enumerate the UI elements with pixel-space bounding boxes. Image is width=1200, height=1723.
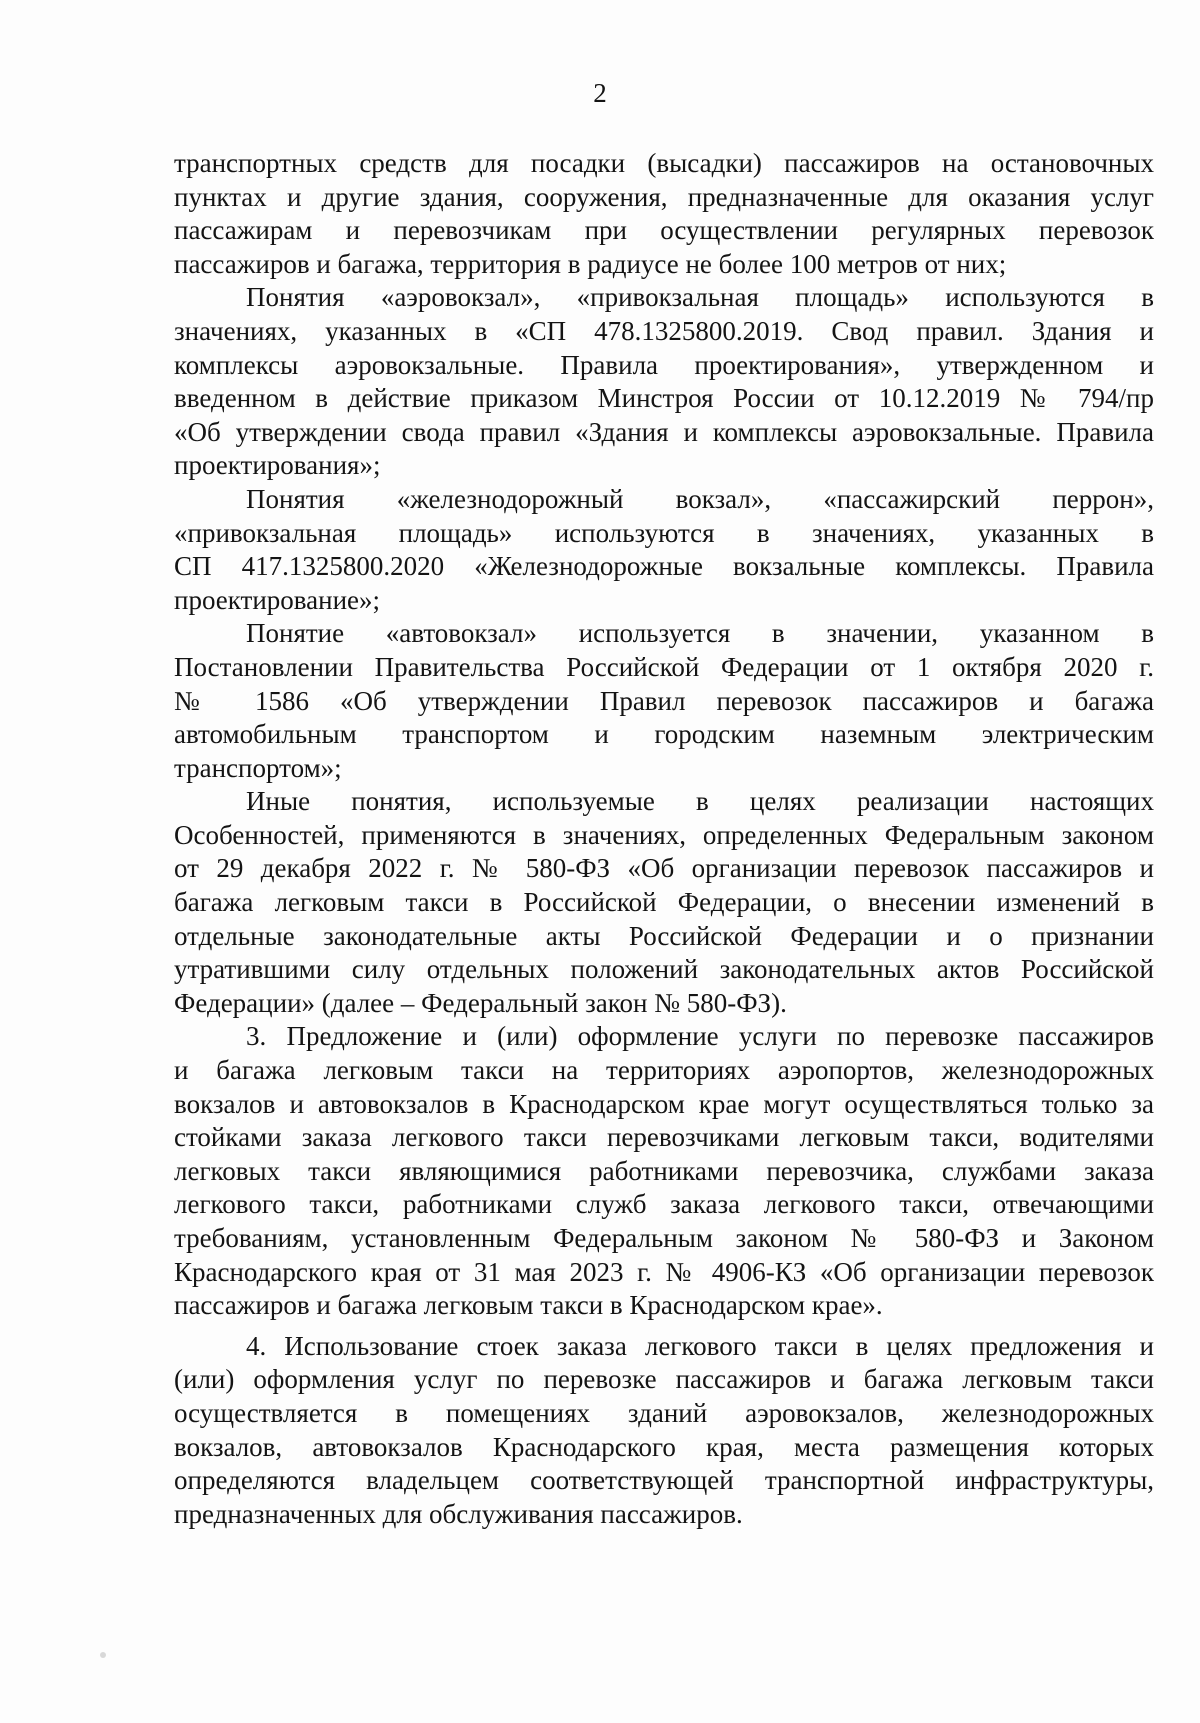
text-line: СП 417.1325800.2020 «Железнодорожные вокзальные комплексы. Правила [174,551,1154,582]
text-line: значениях, указанных в «СП 478.1325800.2019. Свод правил. Здания и [174,315,1154,346]
text-line: от 29 декабря 2022 г. № 580-ФЗ «Об организации перевозок пассажиров и [174,853,1154,884]
text-line: пунктах и другие здания, сооружения, предназначенные для оказания услуг [174,181,1154,212]
text-line: транспортных средств для посадки (высадки) пассажиров на остановочных [174,148,1154,178]
text-line: транспортом»; [174,752,342,783]
text-line: Понятие «автовокзал» используется в значении, указанном в [246,618,1154,649]
text-line: 3. Предложение и (или) оформление услуги по перевозке пассажиров [246,1021,1154,1052]
text-line: введенном в действие приказом Минстроя России от 10.12.2019 № 794/пр [174,383,1154,414]
text-line: Особенностей, применяются в значениях, определенных Федеральным законом [174,819,1154,850]
text-line: легкового такси, работниками служб заказа легкового такси, отвечающими [174,1189,1154,1220]
text-line: осуществляется в помещениях зданий аэровокзалов, железнодорожных [174,1397,1154,1428]
text-line: пассажирам и перевозчикам при осуществлении регулярных перевозок [174,215,1154,246]
text-line: стойками заказа легкового такси перевозчиками легковым такси, водителями [174,1122,1154,1153]
text-line: требованиям, установленным Федеральным законом № 580-ФЗ и Законом [174,1223,1154,1253]
text-line: предназначенных для обслуживания пассажиров. [174,1498,743,1529]
text-line: комплексы аэровокзальные. Правила проектирования», утвержденном и [174,349,1154,380]
text-line: автомобильным транспортом и городским наземным электрическим [174,719,1154,750]
text-line: легковых такси являющимися работниками перевозчика, службами заказа [174,1155,1154,1186]
text-line: проектирование»; [174,584,381,615]
text-line: «привокзальная площадь» используются в значениях, указанных в [174,517,1154,548]
text-line: № 1586 «Об утверждении Правил перевозок пассажиров и багажа [174,685,1154,716]
text-line: (или) оформления услуг по перевозке пассажиров и багажа легковым такси [174,1364,1154,1395]
text-line: Иные понятия, используемые в целях реализации настоящих [246,786,1154,817]
text-line: пассажиров и багажа, территория в радиусе не более 100 метров от них; [174,248,1007,279]
text-line: Понятия «железнодорожный вокзал», «пассажирский перрон», [246,483,1154,514]
text-line: Краснодарского края от 31 мая 2023 г. № 4906-КЗ «Об организации перевозок [174,1256,1154,1287]
scan-artifact-dot [100,1652,106,1658]
text-line: Понятия «аэровокзал», «привокзальная площадь» используются в [246,282,1154,313]
text-line: и багажа легковым такси на территориях аэропортов, железнодорожных [174,1055,1154,1086]
text-line: вокзалов и автовокзалов в Краснодарском крае могут осуществляться только за [174,1088,1154,1119]
text-line: Федерации» (далее – Федеральный закон № 580-ФЗ). [174,987,787,1018]
page-number: 2 [593,78,607,108]
text-line: вокзалов, автовокзалов Краснодарского края, места размещения которых [174,1431,1154,1462]
paragraph-spacing [174,1323,1154,1330]
text-line: пассажиров и багажа легковым такси в Краснодарском крае». [174,1290,883,1321]
text-line: определяются владельцем соответствующей транспортной инфраструктуры, [174,1465,1154,1496]
text-line: Постановлении Правительства Российской Федерации от 1 октября 2020 г. [174,651,1154,682]
text-line: отдельные законодательные акты Российской Федерации и о признании [174,920,1154,951]
text-line: багажа легковым такси в Российской Федерации, о внесении изменений в [174,887,1154,918]
text-line: утратившими силу отдельных положений законодательных актов Российской [174,954,1154,985]
text-line: проектирования»; [174,450,381,481]
text-line: «Об утверждении свода правил «Здания и комплексы аэровокзальные. Правила [174,416,1154,447]
document-body [174,147,1154,1531]
text-line: 4. Использование стоек заказа легкового такси в целях предложения и [246,1330,1154,1361]
